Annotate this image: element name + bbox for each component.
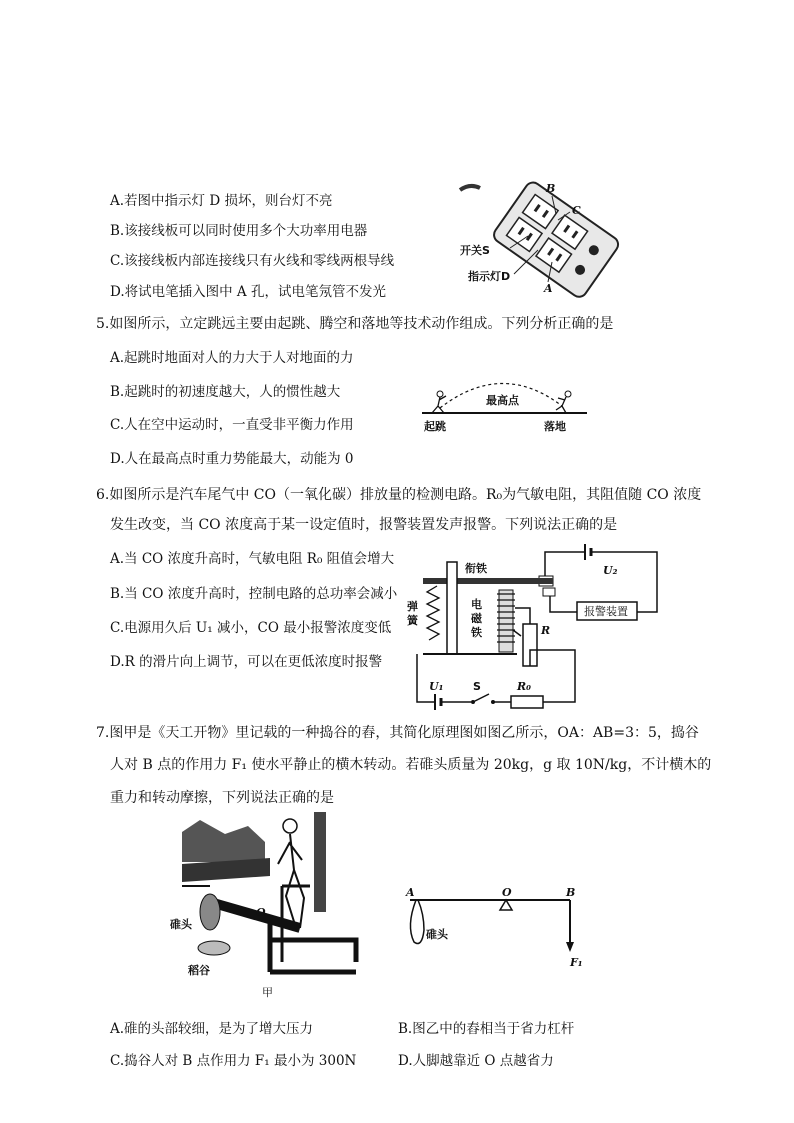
yi-label-b: B — [566, 886, 576, 899]
q7-stem-line1: 7.图甲是《天工开物》里记载的一种捣谷的舂，其简化原理图如图乙所示，OA：AB=3：5，捣谷 — [96, 725, 699, 741]
jia-caption: 甲 — [262, 986, 273, 999]
power-strip-label-indicator: 指示灯D — [468, 270, 511, 283]
magnet-label-1: 电 — [471, 598, 482, 611]
yi-label-o: O — [502, 886, 512, 899]
q5-option-a: A.起跳时地面对人的力大于人对地面的力 — [110, 350, 354, 366]
yi-label-f1: F₁ — [570, 956, 583, 969]
power-strip-label-switch: 开关S — [460, 244, 490, 257]
q7-option-b: B.图乙中的舂相当于省力杠杆 — [398, 1021, 575, 1037]
long-jump-label-top: 最高点 — [486, 394, 519, 407]
figure-yi-lever-diagram — [400, 886, 600, 976]
r0-label: R₀ — [517, 680, 531, 693]
q7-stem-line3: 重力和转动摩擦，下列说法正确的是 — [110, 790, 334, 806]
yi-label-head: 碓头 — [426, 928, 448, 941]
q6-stem-line2: 发生改变，当 CO 浓度高于某一设定值时，报警装置发声报警。下列说法正确的是 — [110, 517, 618, 533]
q4-option-a: A.若图中指示灯 D 损坏，则台灯不亮 — [110, 193, 333, 209]
q7-option-c: C.捣谷人对 B 点作用力 F₁ 最小为 300N — [110, 1053, 357, 1069]
q5-option-c: C.人在空中运动时，一直受非平衡力作用 — [110, 417, 354, 433]
q4-option-d: D.将试电笔插入图中 A 孔，试电笔氖管不发光 — [110, 284, 386, 300]
q6-option-a: A.当 CO 浓度升高时，气敏电阻 R₀ 阻值会增大 — [110, 551, 395, 567]
jia-label-grain: 稻谷 — [188, 964, 210, 977]
q6-stem-line1: 6.如图所示是汽车尾气中 CO（一氧化碳）排放量的检测电路。R₀为气敏电阻，其阻值随 CO 浓度 — [96, 487, 702, 503]
q5-option-d: D.人在最高点时重力势能最大，动能为 0 — [110, 451, 354, 467]
q6-option-b: B.当 CO 浓度升高时，控制电路的总功率会减小 — [110, 586, 398, 602]
q7-stem-line2: 人对 B 点的作用力 F₁ 使水平静止的横木转动。若碓头质量为 20kg，g 取 10N/kg，不计横木的 — [110, 757, 712, 773]
long-jump-figure — [422, 380, 592, 435]
long-jump-label-start: 起跳 — [424, 420, 446, 433]
figure-jia-illustration — [170, 812, 370, 1002]
alarm-device-label: 报警装置 — [584, 605, 628, 618]
u1-label: U₁ — [429, 680, 444, 693]
magnet-label-3: 铁 — [471, 626, 482, 639]
switch-label: S — [473, 680, 481, 693]
jia-label-head: 碓头 — [170, 918, 192, 931]
rheostat-label: R — [541, 624, 551, 637]
jia-label-o: O — [256, 906, 266, 919]
spring-label-1: 弹 — [407, 600, 418, 613]
armature-label: 衔铁 — [465, 562, 487, 575]
power-strip-label-a: A — [544, 282, 553, 295]
q6-option-d: D.R 的滑片向上调节，可以在更低浓度时报警 — [110, 654, 383, 670]
q7-option-d: D.人脚越靠近 O 点越省力 — [398, 1053, 554, 1069]
magnet-label-2: 磁 — [471, 612, 482, 625]
q5-option-b: B.起跳时的初速度越大，人的惯性越大 — [110, 384, 341, 400]
q7-option-a: A.碓的头部较细，是为了增大压力 — [110, 1021, 314, 1037]
q6-option-c: C.电源用久后 U₁ 减小，CO 最小报警浓度变低 — [110, 620, 392, 636]
long-jump-label-land: 落地 — [544, 420, 566, 433]
spring-label-2: 簧 — [407, 614, 418, 627]
power-strip-figure — [460, 178, 630, 303]
q4-option-c: C.该接线板内部连接线只有火线和零线两根导线 — [110, 253, 395, 269]
q5-stem: 5.如图所示，立定跳远主要由起跳、腾空和落地等技术动作组成。下列分析正确的是 — [96, 316, 614, 332]
power-strip-label-b: B — [546, 182, 556, 195]
q4-option-b: B.该接线板可以同时使用多个大功率用电器 — [110, 223, 368, 239]
power-strip-label-c: C — [572, 204, 581, 217]
alarm-circuit-figure — [405, 540, 665, 708]
u2-label: U₂ — [603, 564, 618, 577]
yi-label-a: A — [406, 886, 415, 899]
